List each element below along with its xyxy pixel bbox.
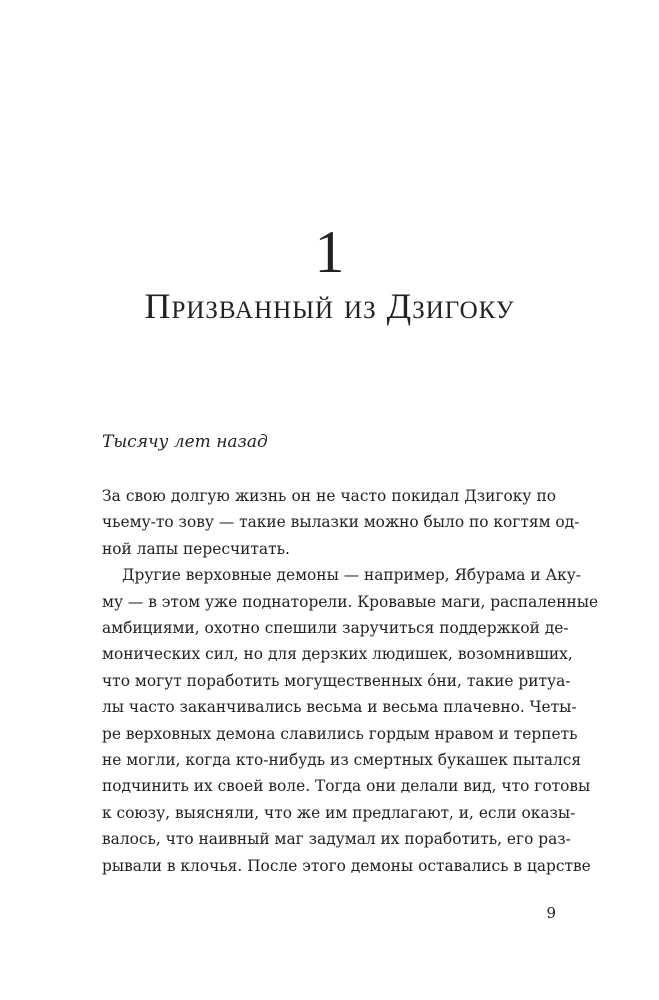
text-line: лы часто заканчивались весьма и весьма плачевно. Четы- [102, 698, 577, 717]
page-number: 9 [546, 904, 556, 922]
text-line: Другие верховные демоны — например, Ябурама и Аку- [122, 566, 582, 585]
text-line: ре верховных демона славились гордым нравом и терпеть [102, 724, 578, 743]
chapter-number: 1 [314, 219, 345, 285]
text-line: За свою долгую жизнь он не часто покидал Дзигоку по [102, 487, 556, 505]
text-line: валось, что наивный маг задумал их поработить, его раз- [102, 830, 571, 849]
paragraph-1 [102, 483, 580, 562]
text-line: амбициями, охотно спешили заручиться поддержкой де- [102, 619, 569, 638]
body-text [102, 483, 599, 879]
text-line: к союзу, выясняли, что же им предлагают, и, если оказы- [102, 803, 576, 822]
text-line: что могут поработить могущественных óни, такие ритуа- [102, 671, 571, 690]
text-line: му — в этом уже поднаторели. Кровавые маги, распаленные [102, 592, 599, 611]
text-line: подчинить их своей воле. Тогда они делали вид, что готовы [102, 777, 591, 796]
text-line: ной лапы пересчитать. [102, 539, 290, 558]
paragraph-2 [102, 562, 599, 879]
text-line: не могли, когда кто-нибудь из смертных букашек пытался [102, 751, 582, 770]
text-line: монических сил, но для дерзких людишек, возомнивших, [102, 645, 573, 664]
chapter-title: Призванный из Дзигоку [144, 286, 515, 326]
text-line: рывали в клочья. После этого демоны оставались в царстве [102, 856, 591, 875]
epigraph: Тысячу лет назад [102, 432, 268, 452]
text-line: чьему-то зову — такие вылазки можно было по когтям од- [102, 513, 580, 532]
